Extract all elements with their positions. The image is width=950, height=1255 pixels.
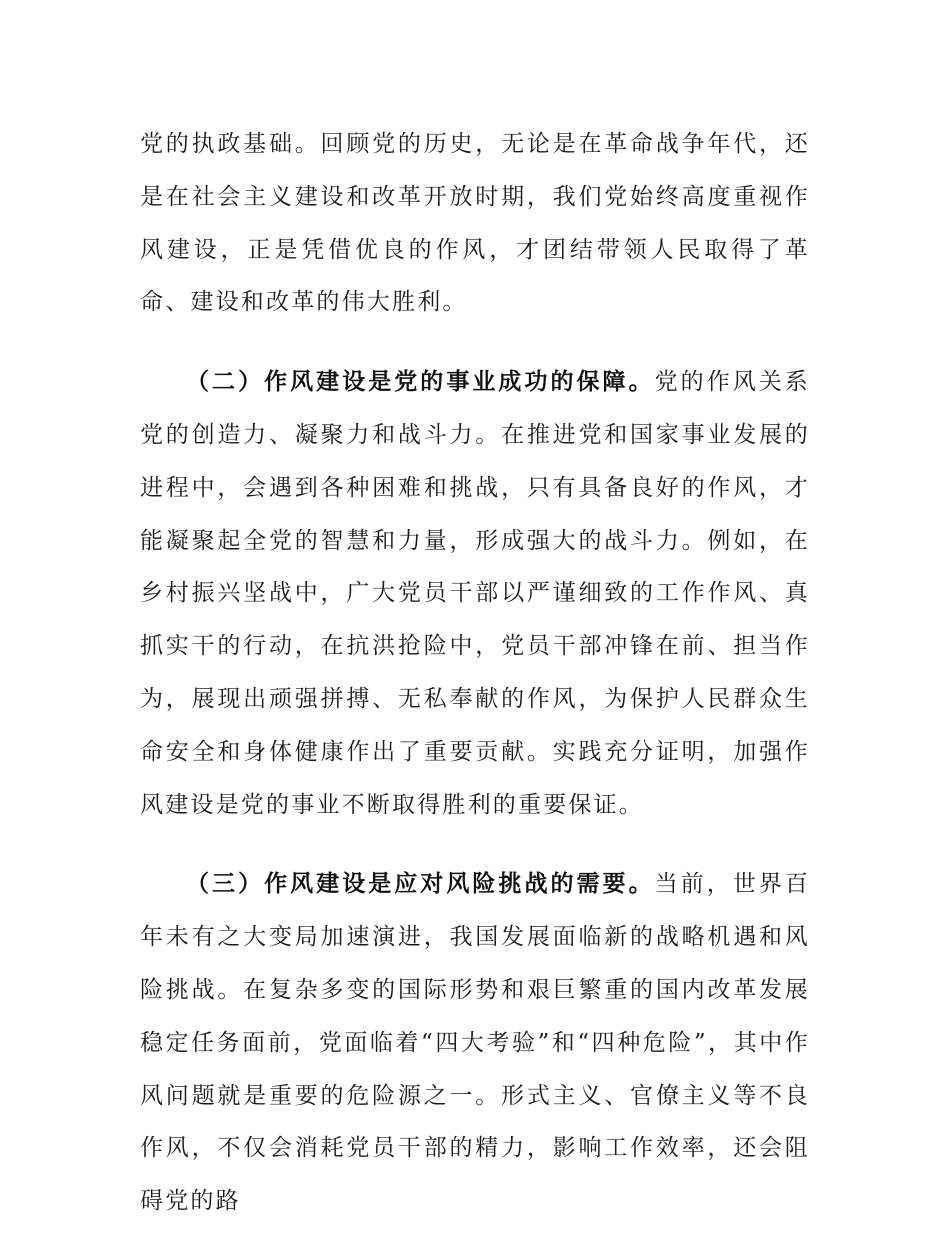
paragraph-text: 党的执政基础。回顾党的历史，无论是在革命战争年代，还是在社会主义建设和改革开放时期，我们党始终高度重视作风建设，正是凭借优良的作风，才团结带领人民取得了革命、建设和改革的伟大胜利。 xyxy=(140,131,810,316)
paragraph-continuation xyxy=(140,118,810,329)
paragraph-text: 党的作风关系党的创造力、凝聚力和战斗力。在推进党和国家事业发展的进程中，会遇到各种困难和挑战，只有具备良好的作风，才能凝聚起全党的智慧和力量，形成强大的战斗力。例如，在乡村振兴坚战中，广大党员干部以严谨细致的工作作风、真抓实干的行动，在抗洪抢险中，党员干部冲锋在前、担当作为，展现出顽强拼搏、无私奉献的作风，为保护人民群众生命安全和身体健康作出了重要贡献。实践充分证明，加强作风建设是党的事业不断取得胜利的重要保证。 xyxy=(140,369,810,818)
section-heading-2: （二）作风建设是党的事业成功的保障。 xyxy=(186,369,655,396)
document-body xyxy=(140,118,810,1255)
paragraph-section-3 xyxy=(140,858,810,1228)
paragraph-section-2 xyxy=(140,356,810,831)
paragraph-text: 当前，世界百年未有之大变局加速演进，我国发展面临新的战略机遇和风险挑战。在复杂多变的国际形势和艰巨繁重的国内改革发展稳定任务面前，党面临着“四大考验”和“四种危险”，其中作风问题就是重要的危险源之一。形式主义、官僚主义等不良作风，不仅会消耗党员干部的精力，影响工作效率，还会阻碍党的路 xyxy=(140,871,810,1215)
section-heading-3: （三）作风建设是应对风险挑战的需要。 xyxy=(186,871,655,898)
